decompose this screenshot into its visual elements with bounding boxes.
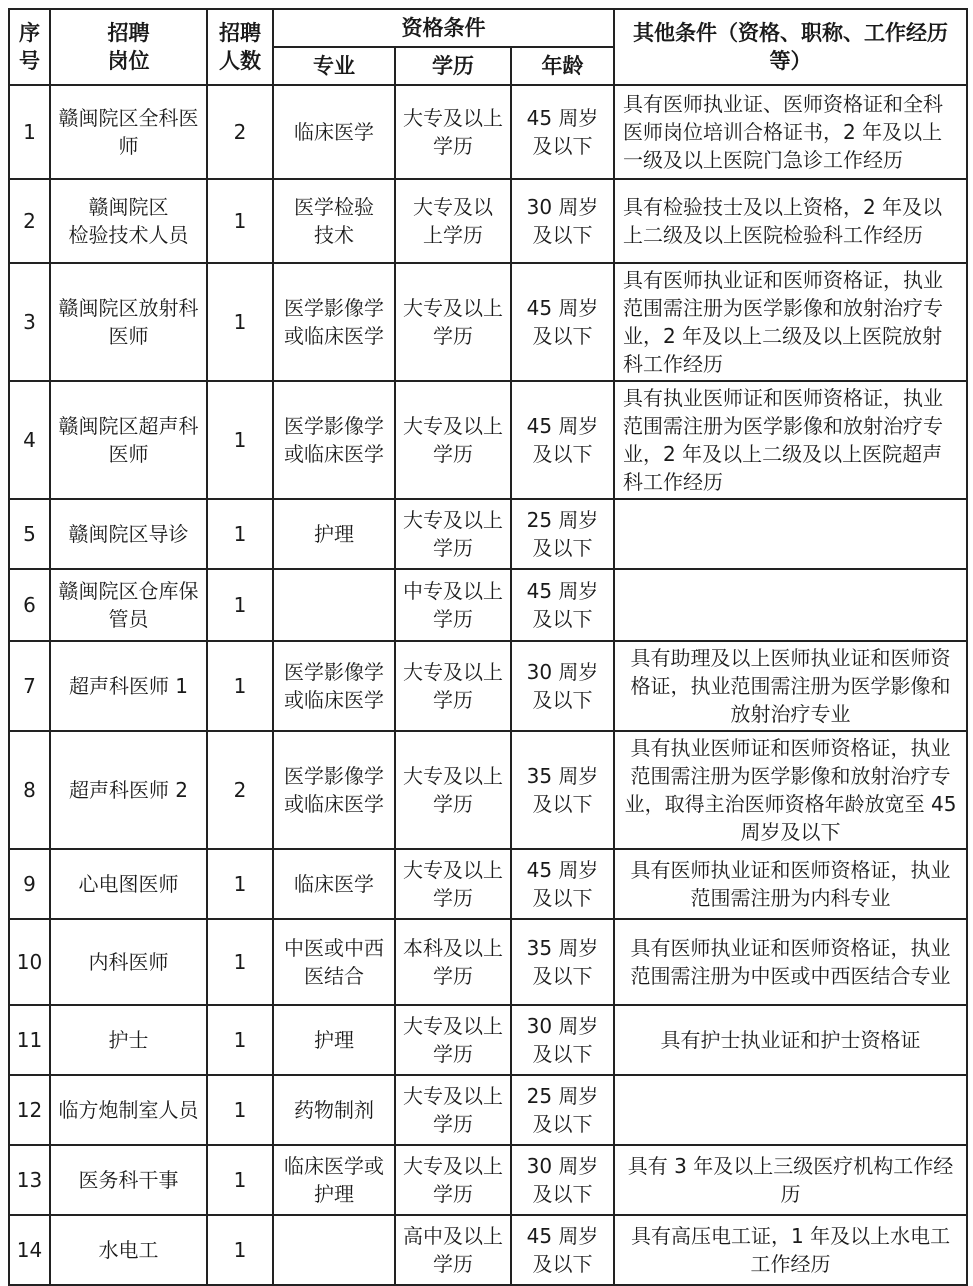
cell-education: 高中及以上学历 bbox=[395, 1215, 511, 1285]
cell-position: 水电工 bbox=[50, 1215, 207, 1285]
cell-other bbox=[614, 569, 967, 641]
cell-education: 大专及以上学历 bbox=[395, 641, 511, 731]
cell-count: 1 bbox=[207, 1005, 273, 1075]
cell-no: 6 bbox=[9, 569, 50, 641]
cell-major: 医学检验 技术 bbox=[273, 179, 395, 263]
cell-age: 30 周岁 及以下 bbox=[511, 179, 614, 263]
cell-major: 临床医学 bbox=[273, 849, 395, 919]
cell-age: 30 周岁及以下 bbox=[511, 1145, 614, 1215]
table-row bbox=[9, 919, 967, 1005]
cell-major bbox=[273, 1215, 395, 1285]
cell-other: 具有 3 年及以上三级医疗机构工作经历 bbox=[614, 1145, 967, 1215]
table-row bbox=[9, 1145, 967, 1215]
cell-position: 赣闽院区放射科医师 bbox=[50, 263, 207, 381]
table-row bbox=[9, 849, 967, 919]
cell-age: 30 周岁及以下 bbox=[511, 641, 614, 731]
cell-major: 护理 bbox=[273, 499, 395, 569]
cell-no: 11 bbox=[9, 1005, 50, 1075]
cell-age: 45 周岁及以下 bbox=[511, 849, 614, 919]
cell-no: 10 bbox=[9, 919, 50, 1005]
cell-education: 中专及以上学历 bbox=[395, 569, 511, 641]
cell-count: 1 bbox=[207, 179, 273, 263]
cell-other: 具有检验技士及以上资格，2 年及以上二级及以上医院检验科工作经历 bbox=[614, 179, 967, 263]
cell-no: 7 bbox=[9, 641, 50, 731]
cell-no: 3 bbox=[9, 263, 50, 381]
cell-other: 具有高压电工证，1 年及以上水电工工作经历 bbox=[614, 1215, 967, 1285]
cell-other: 具有医师执业证、医师资格证和全科医师岗位培训合格证书，2 年及以上一级及以上医院门急诊工作经历 bbox=[614, 85, 967, 179]
cell-major: 临床医学 bbox=[273, 85, 395, 179]
cell-age: 30 周岁及以下 bbox=[511, 1005, 614, 1075]
cell-count: 2 bbox=[207, 85, 273, 179]
cell-major: 护理 bbox=[273, 1005, 395, 1075]
cell-count: 1 bbox=[207, 641, 273, 731]
header-count: 招聘 人数 bbox=[207, 9, 273, 85]
cell-no: 4 bbox=[9, 381, 50, 499]
header-qualifications: 资格条件 bbox=[273, 9, 614, 47]
cell-education: 大专及以上学历 bbox=[395, 1145, 511, 1215]
cell-position: 赣闽院区 检验技术人员 bbox=[50, 179, 207, 263]
cell-age: 45 周岁及以下 bbox=[511, 85, 614, 179]
cell-no: 2 bbox=[9, 179, 50, 263]
table-row bbox=[9, 381, 967, 499]
recruitment-table bbox=[8, 8, 968, 1286]
cell-position: 超声科医师 1 bbox=[50, 641, 207, 731]
cell-education: 大专及以上学历 bbox=[395, 1005, 511, 1075]
cell-age: 45 周岁及以下 bbox=[511, 263, 614, 381]
cell-position: 医务科干事 bbox=[50, 1145, 207, 1215]
cell-no: 12 bbox=[9, 1075, 50, 1145]
cell-position: 赣闽院区全科医师 bbox=[50, 85, 207, 179]
table-row bbox=[9, 85, 967, 179]
cell-other bbox=[614, 1075, 967, 1145]
cell-education: 大专及以上学历 bbox=[395, 1075, 511, 1145]
cell-education: 大专及以上学历 bbox=[395, 849, 511, 919]
cell-education: 大专及以上学历 bbox=[395, 499, 511, 569]
table-row bbox=[9, 569, 967, 641]
table-row bbox=[9, 263, 967, 381]
table-body bbox=[9, 85, 967, 1285]
cell-education: 大专及以上学历 bbox=[395, 263, 511, 381]
cell-other: 具有护士执业证和护士资格证 bbox=[614, 1005, 967, 1075]
cell-no: 9 bbox=[9, 849, 50, 919]
cell-position: 赣闽院区超声科医师 bbox=[50, 381, 207, 499]
cell-major: 医学影像学或临床医学 bbox=[273, 641, 395, 731]
cell-no: 14 bbox=[9, 1215, 50, 1285]
header-position: 招聘 岗位 bbox=[50, 9, 207, 85]
cell-position: 临方炮制室人员 bbox=[50, 1075, 207, 1145]
cell-age: 45 周岁及以下 bbox=[511, 1215, 614, 1285]
cell-position: 赣闽院区仓库保管员 bbox=[50, 569, 207, 641]
header-other: 其他条件（资格、职称、工作经历等） bbox=[614, 9, 967, 85]
cell-no: 5 bbox=[9, 499, 50, 569]
table-row bbox=[9, 179, 967, 263]
cell-count: 1 bbox=[207, 1145, 273, 1215]
cell-no: 8 bbox=[9, 731, 50, 849]
cell-position: 护士 bbox=[50, 1005, 207, 1075]
cell-other: 具有助理及以上医师执业证和医师资格证，执业范围需注册为医学影像和放射治疗专业 bbox=[614, 641, 967, 731]
table-row bbox=[9, 1075, 967, 1145]
cell-other: 具有执业医师证和医师资格证，执业范围需注册为医学影像和放射治疗专业，2 年及以上二级及以上医院超声科工作经历 bbox=[614, 381, 967, 499]
cell-count: 1 bbox=[207, 1075, 273, 1145]
header-no: 序 号 bbox=[9, 9, 50, 85]
cell-position: 心电图医师 bbox=[50, 849, 207, 919]
cell-position: 内科医师 bbox=[50, 919, 207, 1005]
cell-education: 大专及以 上学历 bbox=[395, 179, 511, 263]
table-row bbox=[9, 1005, 967, 1075]
header-major: 专业 bbox=[273, 47, 395, 85]
cell-age: 45 周岁及以下 bbox=[511, 569, 614, 641]
table-row bbox=[9, 641, 967, 731]
cell-other: 具有医师执业证和医师资格证，执业范围需注册为中医或中西医结合专业 bbox=[614, 919, 967, 1005]
table-header bbox=[9, 9, 967, 85]
cell-major bbox=[273, 569, 395, 641]
cell-no: 13 bbox=[9, 1145, 50, 1215]
cell-major: 医学影像学或临床医学 bbox=[273, 263, 395, 381]
table-row bbox=[9, 731, 967, 849]
cell-count: 1 bbox=[207, 849, 273, 919]
cell-position: 超声科医师 2 bbox=[50, 731, 207, 849]
cell-other bbox=[614, 499, 967, 569]
cell-other: 具有医师执业证和医师资格证，执业范围需注册为医学影像和放射治疗专业，2 年及以上二级及以上医院放射科工作经历 bbox=[614, 263, 967, 381]
cell-education: 大专及以上学历 bbox=[395, 731, 511, 849]
cell-age: 25 周岁及以下 bbox=[511, 499, 614, 569]
cell-education: 本科及以上学历 bbox=[395, 919, 511, 1005]
table-row bbox=[9, 499, 967, 569]
cell-count: 1 bbox=[207, 499, 273, 569]
cell-count: 1 bbox=[207, 1215, 273, 1285]
cell-count: 1 bbox=[207, 569, 273, 641]
cell-age: 35 周岁及以下 bbox=[511, 731, 614, 849]
cell-other: 具有执业医师证和医师资格证，执业范围需注册为医学影像和放射治疗专业，取得主治医师资格年龄放宽至 45 周岁及以下 bbox=[614, 731, 967, 849]
cell-other: 具有医师执业证和医师资格证，执业范围需注册为内科专业 bbox=[614, 849, 967, 919]
cell-count: 1 bbox=[207, 263, 273, 381]
cell-count: 2 bbox=[207, 731, 273, 849]
cell-count: 1 bbox=[207, 381, 273, 499]
table-row bbox=[9, 1215, 967, 1285]
cell-major: 医学影像学或临床医学 bbox=[273, 731, 395, 849]
cell-age: 35 周岁及以下 bbox=[511, 919, 614, 1005]
cell-count: 1 bbox=[207, 919, 273, 1005]
cell-major: 医学影像学或临床医学 bbox=[273, 381, 395, 499]
cell-education: 大专及以上学历 bbox=[395, 85, 511, 179]
cell-no: 1 bbox=[9, 85, 50, 179]
cell-age: 45 周岁及以下 bbox=[511, 381, 614, 499]
cell-education: 大专及以上学历 bbox=[395, 381, 511, 499]
header-age: 年龄 bbox=[511, 47, 614, 85]
cell-major: 药物制剂 bbox=[273, 1075, 395, 1145]
cell-major: 中医或中西医结合 bbox=[273, 919, 395, 1005]
cell-age: 25 周岁及以下 bbox=[511, 1075, 614, 1145]
cell-major: 临床医学或护理 bbox=[273, 1145, 395, 1215]
header-education: 学历 bbox=[395, 47, 511, 85]
cell-position: 赣闽院区导诊 bbox=[50, 499, 207, 569]
